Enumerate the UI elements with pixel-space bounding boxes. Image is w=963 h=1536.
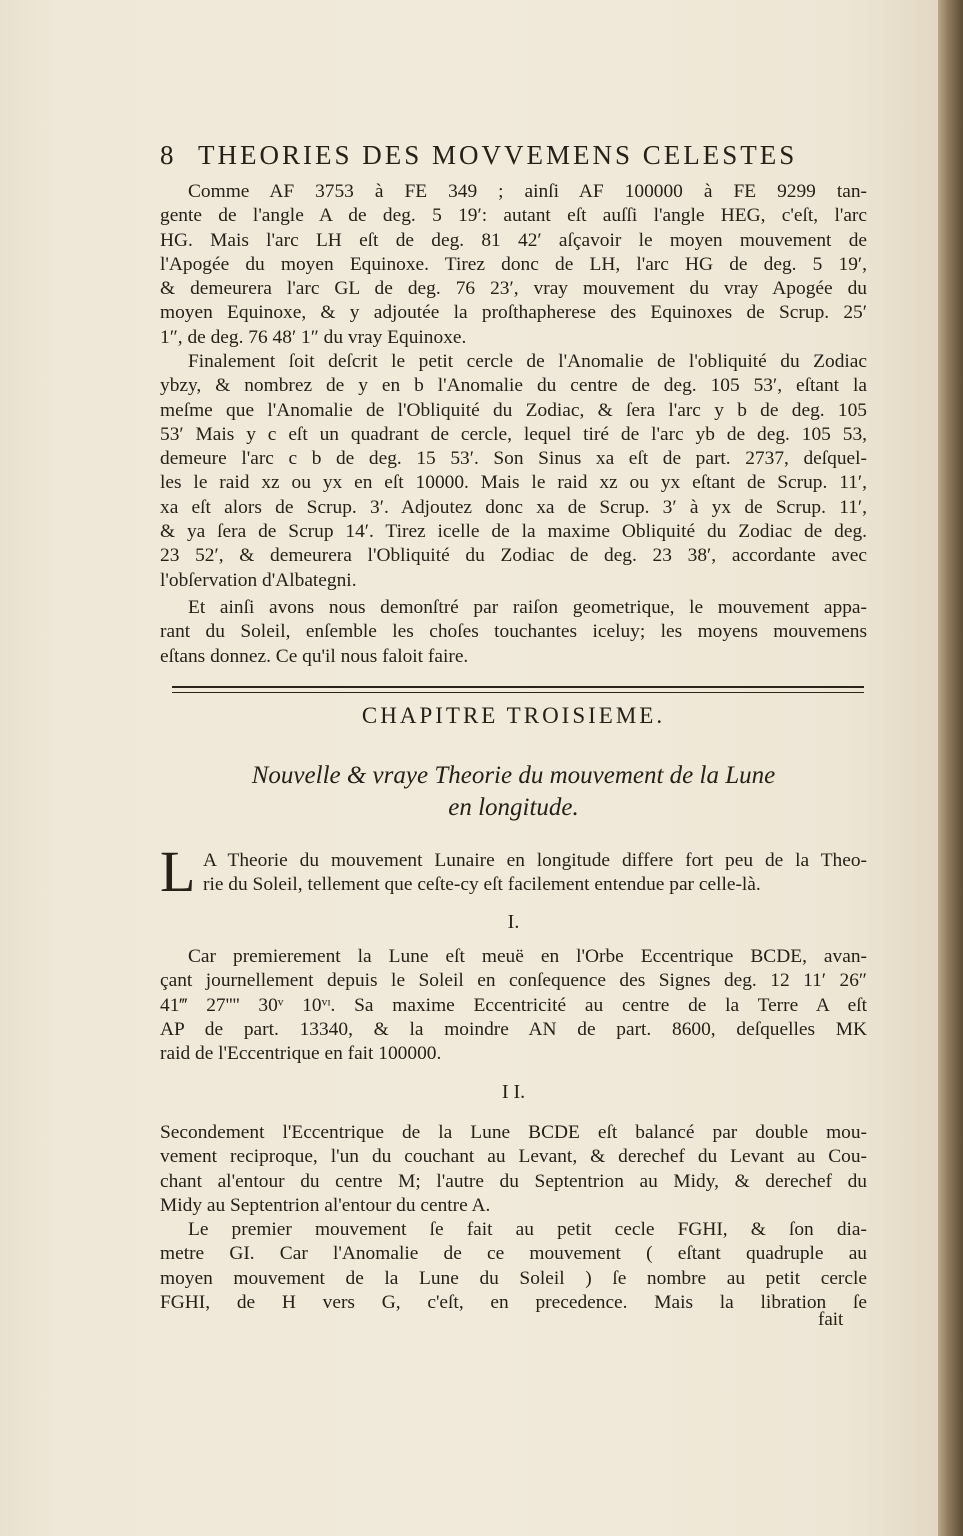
text-line: Car premierement la Lune eſt meuë en l'Orbe Eccentrique BCDE, avan- bbox=[188, 946, 867, 967]
chapter-heading: CHAPITRE TROISIEME. bbox=[361, 703, 666, 728]
running-header bbox=[160, 140, 820, 176]
text-line: raid de l'Eccentrique en fait 100000. bbox=[160, 1043, 442, 1065]
text-line: 23 52′, & demeurera l'Obliquité du Zodiac de deg. 23 38′, accordante avec bbox=[160, 545, 867, 567]
book-gutter bbox=[938, 0, 963, 1536]
intro-paragraph bbox=[203, 849, 867, 898]
paragraph-1 bbox=[160, 180, 867, 350]
text-line: moyen mouvement de la Lune du Soleil ) ſe nombre au petit cercle bbox=[160, 1267, 867, 1289]
text-line: 41‴ 27'''' 30ᵛ 10ᵛᶦ. Sa maxime Eccentricité au centre de la Terre A eſt bbox=[160, 994, 867, 1016]
running-title: THEORIES DES MOVVEMENS CELESTES bbox=[198, 140, 798, 170]
text-line: A Theorie du mouvement Lunaire en longitude differe fort peu de la Theo- bbox=[203, 850, 867, 871]
text-line: rie du Soleil, tellement que ceſte-cy eſt facilement entendue par celle-là. bbox=[203, 874, 761, 896]
section-2-paragraph bbox=[160, 1121, 867, 1315]
chapter-subtitle-line: Nouvelle & vraye Theorie du mouvement de la Lune bbox=[251, 762, 776, 789]
text-line: vement reciproque, l'un du couchant au Levant, & derechef du Levant au Cou- bbox=[160, 1146, 867, 1168]
paragraph-3 bbox=[160, 596, 867, 669]
text-line: & ya ſera de Scrup 14′. Tirez icelle de la maxime Obliquité du Zodiac de deg. bbox=[160, 521, 867, 543]
text-line: l'obſervation d'Albategni. bbox=[160, 569, 357, 591]
text-line: chant al'entour du centre M; l'autre du Septentrion au Midy, & derechef du bbox=[160, 1170, 867, 1192]
text-line: çant journellement depuis le Soleil en conſequence des Signes deg. 12 11′ 26″ bbox=[160, 970, 867, 992]
text-line: xa eſt alors de Scrup. 3′. Adjoutez donc xa de Scrup. 3′ à yx de Scrup. 11′, bbox=[160, 496, 867, 518]
text-line: Et ainſi avons nous demonſtré par raiſon geometrique, le mouvement appa- bbox=[188, 597, 867, 618]
text-line: meſme que l'Anomalie de l'Obliquité du Zodiac, & ſera l'arc y b de deg. 105 bbox=[160, 399, 867, 421]
text-line: AP de part. 13340, & la moindre AN de part. 8600, deſquelles MK bbox=[160, 1018, 867, 1040]
text-line: ybzy, & nombrez de y en b l'Anomalie du centre de deg. 105 53′, eſtant la bbox=[160, 375, 867, 397]
page-number: 8 bbox=[160, 140, 176, 170]
text-line: Comme AF 3753 à FE 349 ; ainſi AF 100000 à FE 9299 tan- bbox=[188, 181, 867, 202]
chapter-divider-rule bbox=[172, 686, 864, 693]
text-line: les le raid xz ou yx en eſt 10000. Mais le raid xz ou yx eſtant de Scrup. 11′, bbox=[160, 472, 867, 494]
text-line: eſtans donnez. Ce qu'il nous faloit faire. bbox=[160, 645, 469, 667]
chapter-subtitle bbox=[160, 760, 867, 824]
text-line: gente de l'angle A de deg. 5 19′: autant eſt auſſi l'angle HEG, c'eſt, l'arc bbox=[160, 205, 867, 227]
drop-cap: L bbox=[160, 839, 196, 904]
section-1-paragraph bbox=[160, 945, 867, 1066]
text-line: Le premier mouvement ſe fait au petit cecle FGHI, & ſon dia- bbox=[188, 1219, 867, 1241]
text-line: 1″, de deg. 76 48′ 1″ du vray Equinoxe. bbox=[160, 326, 467, 348]
text-line: moyen Equinoxe, & y adjoutée la proſthapherese des Equinoxes de Scrup. 25′ bbox=[160, 302, 867, 324]
text-line: 53′ Mais y c eſt un quadrant de cercle, lequel tiré de l'arc yb de deg. 105 53, bbox=[160, 423, 867, 445]
text-line: FGHI, de H vers G, c'eſt, en precedence. Mais la libration ſe bbox=[160, 1292, 867, 1314]
text-line: l'Apogée du moyen Equinoxe. Tirez donc de LH, l'arc HG de deg. 5 19′, bbox=[160, 253, 867, 275]
text-line: HG. Mais l'arc LH eſt de deg. 81 42′ aſçavoir le moyen mouvement de bbox=[160, 229, 867, 251]
catchword: fait bbox=[818, 1309, 844, 1330]
text-line: Finalement ſoit deſcrit le petit cercle de l'Anomalie de l'obliquité du Zodiac bbox=[188, 351, 867, 372]
text-line: metre GI. Car l'Anomalie de ce mouvement ( eſtant quadruple au bbox=[160, 1243, 867, 1265]
section-numeral: I. bbox=[507, 911, 520, 933]
text-line: & demeurera l'arc GL de deg. 76 23′, vray mouvement du vray Apogée du bbox=[160, 278, 867, 300]
section-numeral: I I. bbox=[501, 1081, 526, 1103]
text-line: rant du Soleil, enſemble les choſes touchantes iceluy; les moyens mouvemens bbox=[160, 621, 867, 643]
chapter-subtitle-line: en longitude. bbox=[448, 794, 579, 821]
text-line: demeure l'arc c b de deg. 15 53′. Son Sinus xa eſt de part. 2737, deſquel- bbox=[160, 448, 867, 470]
paragraph-2 bbox=[160, 350, 867, 593]
text-line: Midy au Septentrion al'entour du centre A. bbox=[160, 1194, 491, 1216]
text-line: Secondement l'Eccentrique de la Lune BCDE eſt balancé par double mou- bbox=[160, 1122, 867, 1143]
